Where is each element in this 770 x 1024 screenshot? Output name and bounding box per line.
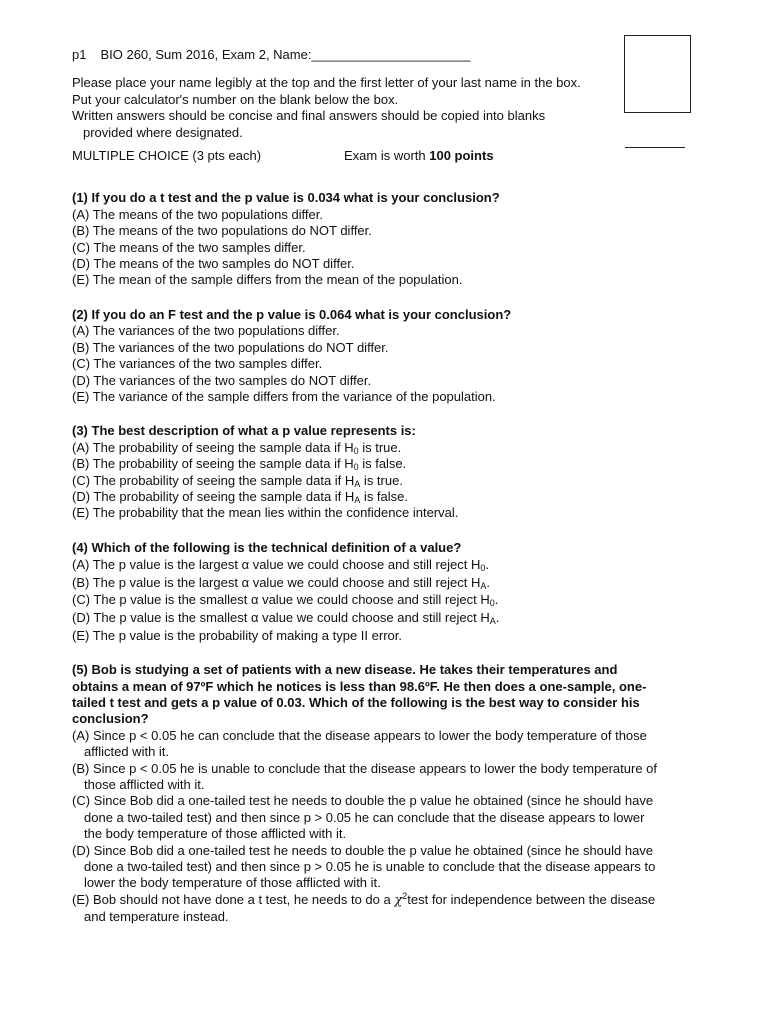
question-title-line: tailed t test and gets a p value of 0.03. Which of the following is the best way to consider his	[72, 694, 640, 710]
option-text: value we could choose and still reject H	[258, 609, 490, 625]
option-text: (E) Bob should not have done a t test, he needs to do a	[72, 891, 395, 907]
alpha-symbol: α	[250, 609, 259, 625]
option-e[interactable]	[72, 892, 702, 926]
option-line: done a two-tailed test) and then since p > 0.05 he can conclude that the disease appears to lower	[84, 809, 645, 825]
subscript: 0	[489, 598, 495, 609]
option-text: (A) The p value is the largest	[72, 557, 242, 573]
question-5	[72, 662, 702, 926]
option-a[interactable]	[72, 440, 702, 456]
option-text: (C) The probability of seeing the sample data if H	[72, 472, 355, 488]
subscript: A	[354, 494, 361, 505]
option-text: is true.	[358, 439, 402, 455]
question-title-line: (5) Bob is studying a set of patients with a new disease. He takes their temperatures and	[72, 662, 618, 678]
option-a[interactable]: (A) The variances of the two populations differ.	[72, 323, 340, 339]
question-3	[72, 423, 702, 521]
option-text: is true.	[360, 472, 403, 488]
option-d[interactable]	[72, 843, 702, 892]
option-text: .	[485, 557, 489, 573]
option-text: (A) The probability of seeing the sample data if H	[72, 439, 354, 455]
chi-symbol: χ	[394, 892, 403, 908]
question-1	[72, 190, 702, 288]
instruction-line: provided where designated.	[83, 124, 243, 140]
option-d[interactable]	[72, 489, 702, 505]
option-text: (B) The p value is the largest	[72, 574, 242, 590]
exam-page	[72, 47, 702, 926]
alpha-symbol: α	[241, 557, 250, 573]
subscript: 0	[480, 563, 486, 574]
option-line: (C) Since Bob did a one-tailed test he needs to double the p value he obtained (since he should have	[72, 793, 654, 809]
option-b[interactable]: (B) The variances of the two populations do NOT differ.	[72, 339, 389, 355]
option-text: (D) The probability of seeing the sample data if H	[72, 488, 355, 504]
option-a[interactable]: (A) The means of the two populations differ.	[72, 206, 323, 222]
subscript: A	[480, 580, 487, 591]
subscript: 0	[353, 445, 359, 456]
option-text: (C) The p value is the smallest	[72, 592, 251, 608]
superscript: 2	[402, 890, 408, 901]
option-d[interactable]	[72, 609, 702, 627]
option-text: test for independence between the disease	[407, 891, 656, 907]
subscript: A	[354, 478, 361, 489]
exam-worth	[344, 148, 494, 164]
option-text: .	[486, 574, 490, 590]
question-2	[72, 307, 702, 405]
option-c[interactable]: (C) The variances of the two samples differ.	[72, 356, 323, 372]
option-line: those afflicted with it.	[84, 776, 205, 792]
question-title: (1) If you do a t test and the p value is 0.034 what is your conclusion?	[72, 190, 500, 206]
question-title: (3) The best description of what a p value represents is:	[72, 423, 416, 439]
option-text: value we could choose and still reject H	[249, 557, 481, 573]
page-number: p1	[72, 47, 87, 62]
instruction-line: Put your calculator's number on the blank below the box.	[72, 91, 399, 107]
option-e[interactable]: (E) The mean of the sample differs from the mean of the population.	[72, 272, 463, 288]
option-c[interactable]	[72, 473, 702, 489]
option-line: and temperature instead.	[84, 909, 229, 925]
question-title-line: obtains a mean of 97ºF which he notices is less than 98.6ºF. He then does a one-sample, one-	[72, 678, 647, 694]
option-text: .	[495, 609, 500, 625]
instruction-line: Please place your name legibly at the top and the first letter of your last name in the box.	[72, 75, 581, 91]
alpha-symbol: α	[241, 574, 250, 590]
option-d[interactable]: (D) The means of the two samples do NOT differ.	[72, 256, 355, 272]
option-b[interactable]	[72, 574, 702, 592]
option-line	[72, 892, 702, 909]
option-c[interactable]	[72, 591, 702, 609]
option-c[interactable]: (C) The means of the two samples differ.	[72, 239, 306, 255]
question-title-line: conclusion?	[72, 711, 149, 727]
option-line: afflicted with it.	[84, 744, 170, 760]
instructions	[72, 75, 702, 141]
option-a[interactable]	[72, 556, 702, 574]
instruction-line: Written answers should be concise and final answers should be copied into blanks	[72, 108, 546, 124]
subscript: A	[489, 615, 496, 626]
option-a[interactable]	[72, 728, 702, 761]
exam-title: BIO 260, Sum 2016, Exam 2, Name:______________________	[100, 47, 471, 62]
option-d[interactable]: (D) The variances of the two samples do NOT differ.	[72, 372, 372, 388]
question-4	[72, 540, 702, 644]
subscript: 0	[353, 462, 359, 473]
option-line: lower the body temperature of those afflicted with it.	[84, 875, 381, 891]
option-e[interactable]: (E) The probability that the mean lies within the confidence interval.	[72, 505, 459, 521]
exam-worth-prefix: Exam is worth	[344, 148, 430, 164]
option-text: value we could choose and still reject H	[258, 592, 490, 608]
option-line: (A) Since p < 0.05 he can conclude that the disease appears to lower the body temperature of those	[72, 727, 647, 743]
option-text: (D) The p value is the smallest	[72, 609, 251, 625]
multiple-choice-header	[72, 148, 702, 164]
option-c[interactable]	[72, 793, 702, 842]
option-e[interactable]: (E) The p value is the probability of making a type II error.	[72, 627, 402, 643]
option-text: is false.	[360, 488, 408, 504]
option-text: value we could choose and still reject H	[249, 574, 481, 590]
exam-worth-points: 100 points	[429, 148, 494, 164]
option-b[interactable]	[72, 761, 702, 794]
option-text: is false.	[358, 456, 407, 472]
option-line: the body temperature of those afflicted with it.	[84, 826, 347, 842]
question-title: (4) Which of the following is the technical definition of a value?	[72, 539, 462, 555]
option-b[interactable]: (B) The means of the two populations do NOT differ.	[72, 223, 372, 239]
option-line: (B) Since p < 0.05 he is unable to conclude that the disease appears to lower the body temperature of	[72, 760, 658, 776]
alpha-symbol: α	[250, 592, 259, 608]
option-text: (B) The probability of seeing the sample data if H	[72, 456, 354, 472]
option-text: .	[494, 592, 499, 608]
question-title: (2) If you do an F test and the p value is 0.064 what is your conclusion?	[72, 306, 512, 322]
exam-header	[72, 47, 702, 63]
mc-label: MULTIPLE CHOICE (3 pts each)	[72, 148, 262, 164]
option-e[interactable]: (E) The variance of the sample differs from the variance of the population.	[72, 388, 496, 404]
option-b[interactable]	[72, 456, 702, 472]
option-line: done a two-tailed test) and then since p > 0.05 he is unable to conclude that the disease appears to	[84, 859, 656, 874]
option-line: (D) Since Bob did a one-tailed test he needs to double the p value he obtained (since he should have	[72, 842, 654, 858]
